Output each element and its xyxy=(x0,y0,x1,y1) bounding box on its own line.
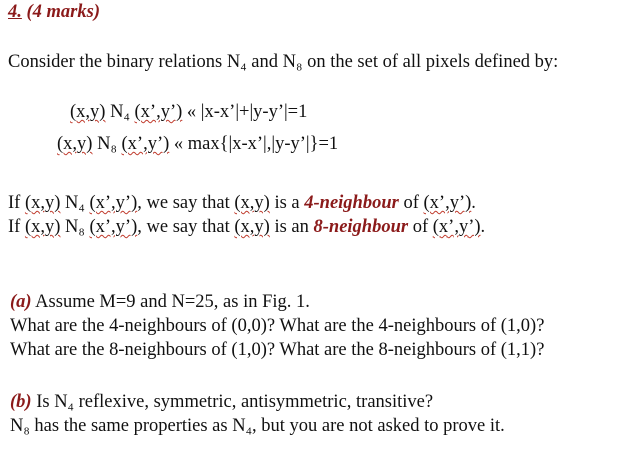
relation-n8: N₈ xyxy=(60,217,90,237)
relation-n8: N₈ xyxy=(92,134,122,154)
part-a-text: Assume M=9 and N=25, as in Fig. 1. xyxy=(31,292,310,312)
pair-xy: (x,y) xyxy=(24,217,61,237)
definition-n8 xyxy=(57,133,338,155)
part-a-question-1: What are the 4-neighbours of (0,0)? What are the 4-neighbours of (1,0)? xyxy=(10,316,545,336)
part-a-question-2: What are the 8-neighbours of (1,0)? What are the 8-neighbours of (1,1)? xyxy=(10,340,545,360)
pair-xy: (x,y) xyxy=(24,193,61,213)
term-8-neighbour: 8-neighbour xyxy=(313,217,409,237)
pair-xy-prime: (x’,y’) xyxy=(423,193,472,213)
definition-n4 xyxy=(70,101,307,123)
part-a-intro xyxy=(10,291,310,313)
pair-xy: (x,y) xyxy=(57,134,93,154)
definition-n4-formula: « |x-x’|+|y-y’|=1 xyxy=(182,102,308,122)
pair-xy: (x,y) xyxy=(234,193,270,213)
question-marks: (4 marks) xyxy=(21,2,100,22)
pair-xy-prime: (x’,y’) xyxy=(134,102,183,122)
pair-xy: (x,y) xyxy=(234,217,270,237)
text-fragment: , we say that xyxy=(137,193,235,213)
part-b-intro xyxy=(10,391,433,413)
part-b-note: N₈ has the same properties as N₄, but you are not asked to prove it. xyxy=(10,416,505,436)
term-4-neighbour: 4-neighbour xyxy=(304,193,399,213)
pair-xy-prime: (x’,y’) xyxy=(89,217,138,237)
part-a-label: (a) xyxy=(10,292,32,312)
intro-text: Consider the binary relations N₄ and N₈ on the set of all pixels defined by: xyxy=(8,52,559,72)
definition-n8-formula: « max{|x-x’|,|y-y’|}=1 xyxy=(169,134,339,154)
text-fragment: of xyxy=(398,193,424,213)
question-heading xyxy=(8,1,100,23)
text-fragment: If xyxy=(8,217,25,237)
text-fragment: is an xyxy=(269,217,314,237)
text-fragment: . xyxy=(480,217,486,237)
statement-4-neighbour xyxy=(8,192,476,214)
text-fragment: is a xyxy=(269,193,305,213)
pair-xy-prime: (x’,y’) xyxy=(432,217,481,237)
part-b-label: (b) xyxy=(10,392,32,412)
statement-8-neighbour xyxy=(8,216,485,238)
relation-n4: N₄ xyxy=(105,102,135,122)
text-fragment: . xyxy=(471,193,476,213)
pair-xy-prime: (x’,y’) xyxy=(121,134,170,154)
question-number: 4. xyxy=(8,2,22,22)
text-fragment: of xyxy=(408,217,433,237)
pair-xy-prime: (x’,y’) xyxy=(89,193,138,213)
pair-xy: (x,y) xyxy=(70,102,106,122)
text-fragment: , we say that xyxy=(137,217,235,237)
relation-n4: N₄ xyxy=(60,193,90,213)
part-b-text: Is N₄ reflexive, symmetric, antisymmetric, transitive? xyxy=(31,392,434,412)
text-fragment: If xyxy=(8,193,25,213)
